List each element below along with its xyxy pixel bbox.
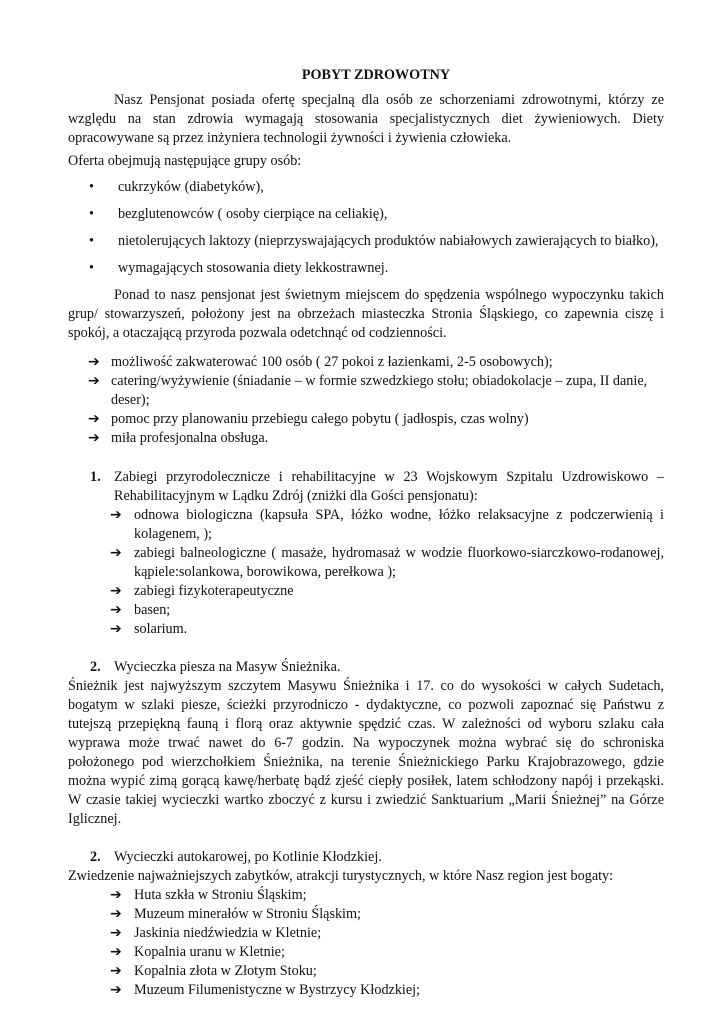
section-treatments — [68, 468, 664, 506]
list-item: ➔ zabiegi balneologiczne ( masaże, hydromasaż w wodzie fluorkowo-siarczkowo-rodanowej, kąpiele:solankowa, borowikowa, perełkowa ); — [110, 545, 664, 580]
list-item: ➔ Muzeum minerałów w Stroniu Śląskim; — [110, 906, 361, 922]
arrow-right-icon: ➔ — [110, 583, 122, 599]
arrow-right-icon: ➔ — [110, 925, 122, 941]
arrow-right-icon: ➔ — [110, 906, 122, 922]
arrow-right-icon: ➔ — [110, 621, 122, 637]
bullet-icon: • — [89, 260, 94, 276]
bullet-icon: • — [89, 179, 94, 195]
arrow-right-icon: ➔ — [88, 430, 100, 446]
place-paragraph: Ponad to nasz pensjonat jest świetnym miejscem do spędzenia wspólnego wypoczynku takich grup/ stowarzyszeń, położony jest na obrzeżach miasteczka Stronia Śląskiego, co zapewnia ciszę i spokój, a otaczającą przyroda pozwala odetchnąć od codzienności. — [68, 287, 664, 341]
section-number: 2. — [90, 849, 101, 865]
section-number: 1. — [90, 469, 101, 485]
section-hike-heading — [68, 658, 664, 677]
list-item: ➔ możliwość zakwaterować 100 osób ( 27 pokoi z łazienkami, 2-5 osobowych); — [88, 354, 553, 370]
list-item: • wymagających stosowania diety lekkostrawnej. — [89, 260, 389, 276]
offer-lead: Oferta obejmują następujące grupy osób: — [68, 153, 302, 169]
list-item: ➔ odnowa biologiczna (kapsuła SPA, łóżko wodne, łóżko relaksacyjne z podczerwienią i kolagenem, ); — [110, 507, 664, 542]
list-item: ➔ catering/wyżywienie (śniadanie – w formie szwedzkiego stołu; obiadokolacje – zupa, II danie, deser); — [88, 373, 648, 408]
section-bus-text: Zwiedzenie najważniejszych zabytków, atrakcji turystycznych, w które Nasz region jest bogaty: — [68, 868, 614, 884]
group-list — [68, 178, 664, 278]
arrow-right-icon: ➔ — [110, 982, 122, 998]
list-item: ➔ zabiegi fizykoterapeutyczne — [110, 583, 294, 599]
list-item: • nietolerujących laktozy (nieprzyswajających produktów nabiałowych zawierających to białko), — [89, 233, 659, 249]
arrow-right-icon: ➔ — [110, 963, 122, 979]
arrow-right-icon: ➔ — [110, 944, 122, 960]
arrow-right-icon: ➔ — [88, 373, 100, 389]
intro-paragraph: Nasz Pensjonat posiada ofertę specjalną dla osób ze schorzeniami zdrowotnymi, którzy ze względu na stan zdrowia wymagają stosowania specjalistycznych diet żywieniowych. Diety opracowywane są przez inżyniera technologii żywności i żywienia człowieka. — [68, 92, 664, 146]
bullet-icon: • — [89, 233, 94, 249]
list-item: ➔ Huta szkła w Stroniu Śląskim; — [110, 887, 307, 903]
arrow-right-icon: ➔ — [110, 602, 122, 618]
section-bus-heading — [68, 848, 664, 867]
page-title: POBYT ZDROWOTNY — [301, 67, 451, 83]
list-item: ➔ pomoc przy planowaniu przebiegu całego pobytu ( jadłospis, czas wolny) — [88, 411, 529, 427]
list-item: ➔ Kopalnia złota w Złotym Stoku; — [110, 963, 317, 979]
list-item: ➔ basen; — [110, 602, 171, 618]
section-heading: Wycieczki autokarowej, po Kotlinie Kłodzkiej. — [114, 849, 382, 865]
attraction-list — [68, 886, 664, 1000]
arrow-right-icon: ➔ — [110, 887, 122, 903]
arrow-right-icon: ➔ — [110, 507, 122, 523]
list-item: ➔ Kopalnia uranu w Kletnie; — [110, 944, 285, 960]
section-text: Zabiegi przyrodolecznicze i rehabilitacyjne w 23 Wojskowym Szpitalu Uzdrowiskowo – Rehabilitacyjnym w Lądku Zdrój (zniżki dla Gości pensjonatu): — [114, 469, 664, 504]
bullet-icon: • — [89, 206, 94, 222]
section-heading: Wycieczka piesza na Masyw Śnieżnika. — [114, 659, 341, 675]
treatment-list — [68, 506, 664, 639]
section-number: 2. — [90, 659, 101, 675]
list-item: • bezglutenowców ( osoby cierpiące na celiakię), — [89, 206, 388, 222]
feature-list — [48, 353, 664, 448]
list-item: ➔ solarium. — [110, 621, 188, 637]
list-item: ➔ Jaskinia niedźwiedzia w Kletnie; — [110, 925, 322, 941]
arrow-right-icon: ➔ — [88, 411, 100, 427]
section-hike-text: Śnieżnik jest najwyższym szczytem Masywu Śnieżnika i 17. co do wysokości w całych Sudetach, bogatym w szlaki piesze, ścieżki przyrodniczo - dydaktyczne, co pozwoli zapoznać się Państwu z tutejszą przepiękną fauną i florą oraz aktywnie spędzić czas. W zależności od wyboru szlaku cała wyprawa może trwać nawet do 6-7 godzin. Na wypoczynek można wybrać się do schroniska położonego pod wierzchołkiem Śnieżnika, na terenie Śnieżnickiego Parku Krajobrazowego, gdzie można wypić zimą gorącą kawę/herbatę bądź zjeść ciepły posiłek, latem schłodzony napój i przekąski. W czasie takiej wycieczki wartko zboczyć z kursu i zwiedzić Sanktuarium „Marii Śnieżnej” na Górze Iglicznej. — [68, 678, 664, 827]
list-item: ➔ miła profesjonalna obsługa. — [88, 430, 269, 446]
arrow-right-icon: ➔ — [110, 545, 122, 561]
arrow-right-icon: ➔ — [88, 354, 100, 370]
list-item: ➔ Muzeum Filumenistyczne w Bystrzycy Kłodzkiej; — [110, 982, 421, 998]
list-item: • cukrzyków (diabetyków), — [89, 179, 264, 195]
